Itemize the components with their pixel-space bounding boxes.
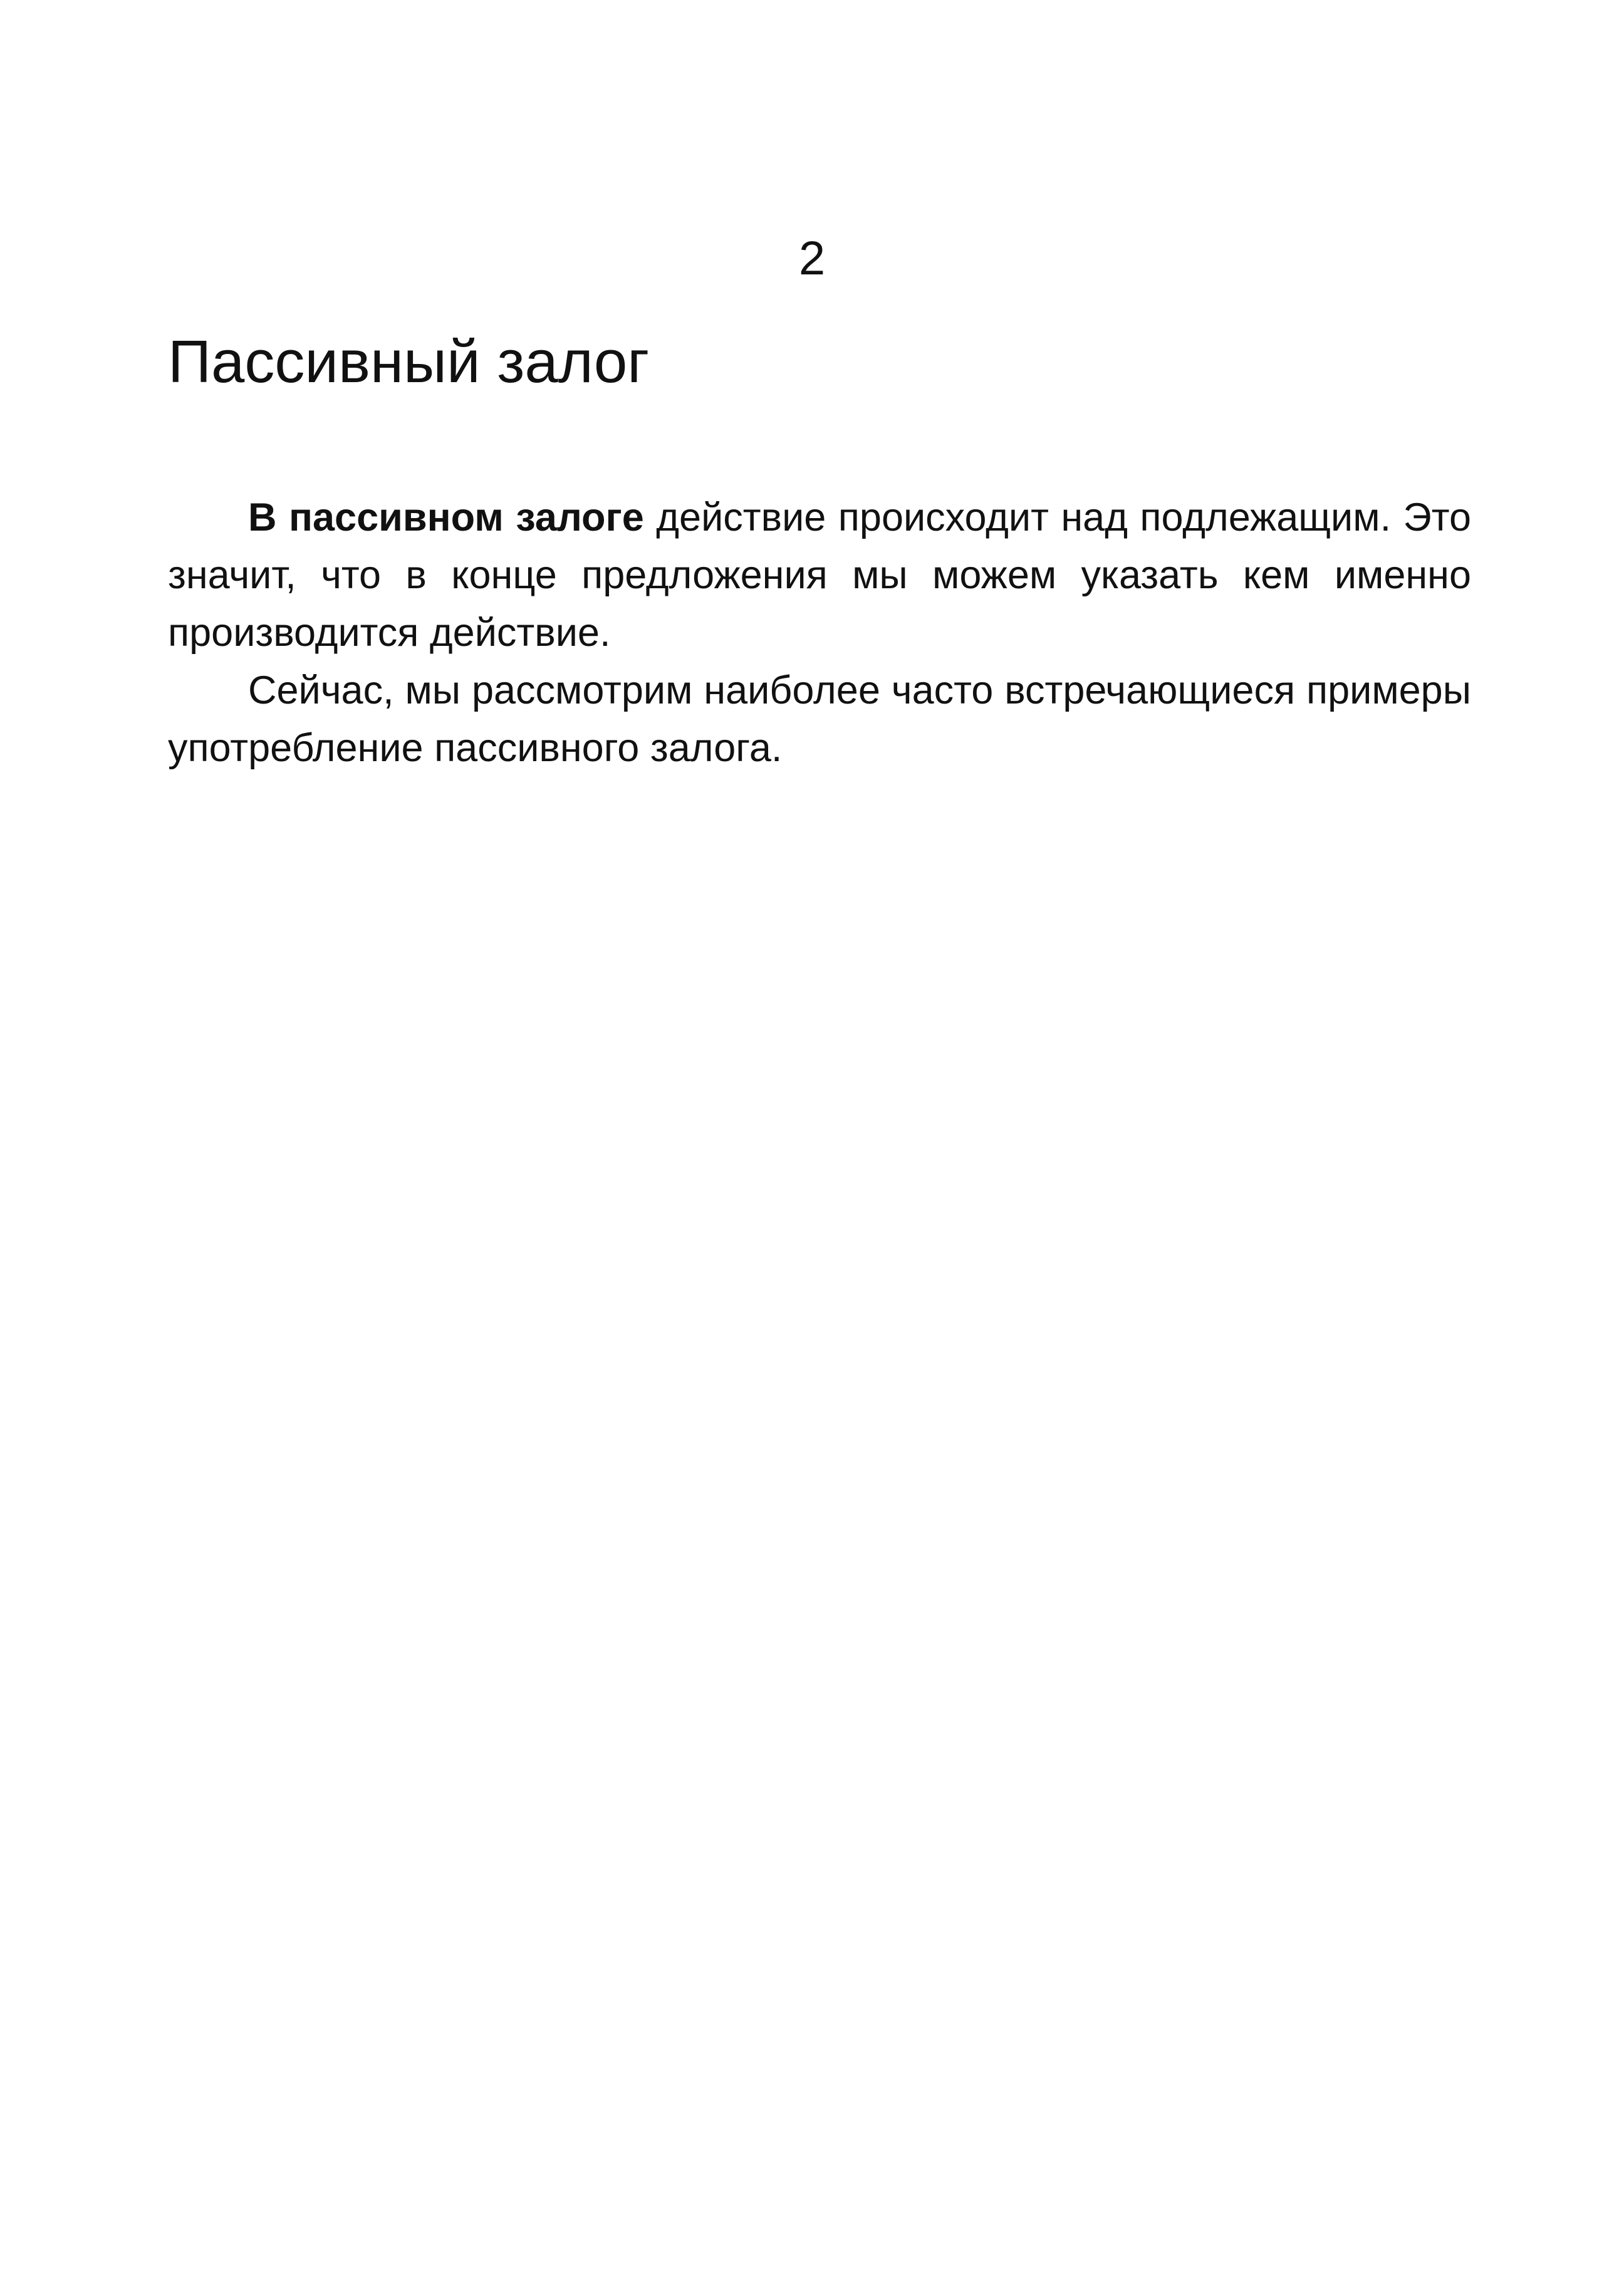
paragraph-1-text: действие происходит над подлежащим. Это значит, что в конце предложения мы можем указать кем именно производится действие.	[168, 496, 1471, 655]
chapter-title: Пассивный залог	[168, 328, 650, 395]
body-text	[168, 489, 1471, 777]
paragraph-1	[168, 489, 1471, 662]
paragraph-2	[168, 662, 1471, 777]
paragraph-2-text: Сейчас, мы рассмотрим наиболее часто встречающиеся примеры употребление пассивного залога.	[168, 668, 1471, 770]
page-number: 2	[798, 232, 826, 285]
paragraph-1-term: В пассивном залоге	[248, 496, 644, 539]
